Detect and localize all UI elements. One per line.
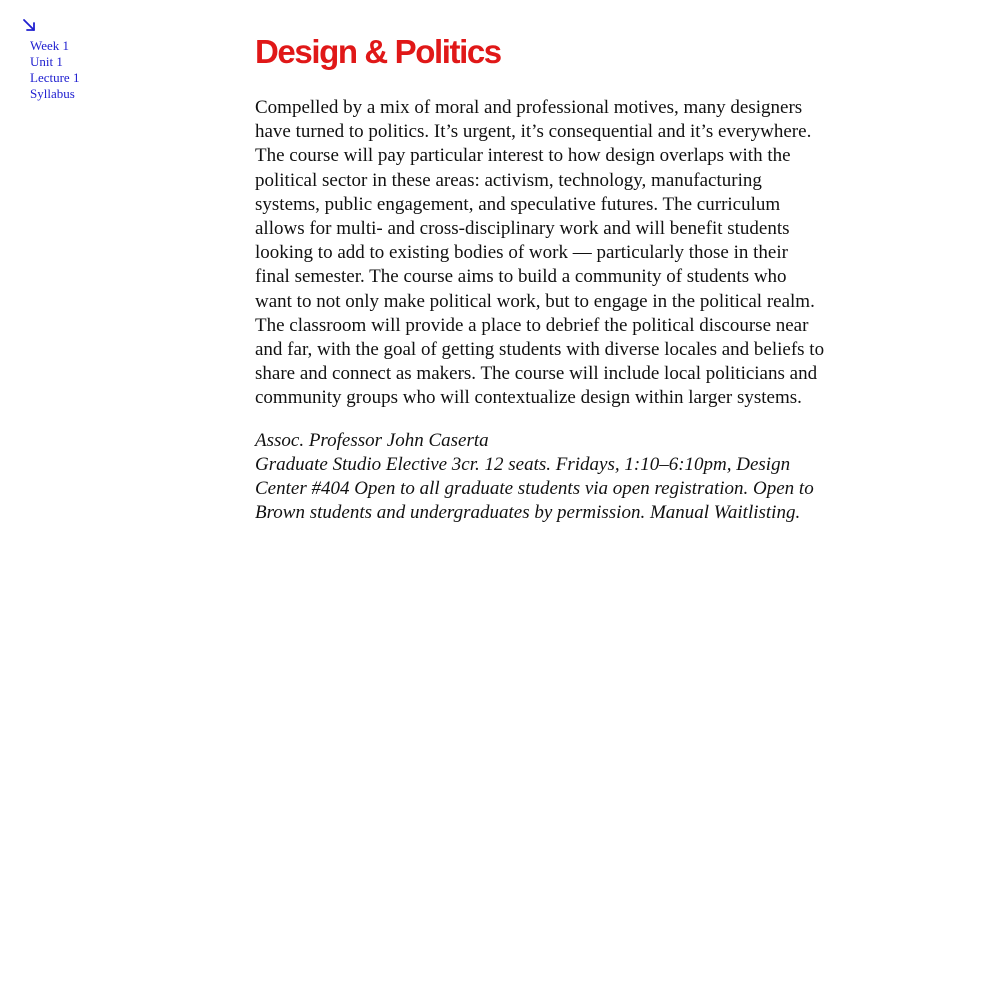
- course-description: Compelled by a mix of moral and professional motives, many designers have turned to politics. It’s urgent, it’s consequential and it’s everywhere. The course will pay particular interest to how design overlaps with the political sector in these areas: activism, technology, manufacturing systems, public engagement, and speculative futures. The curriculum allows for multi- and cross-disciplinary work and will benefit students looking to add to existing bodies of work — particularly those in their final semester. The course aims to build a community of students who want to not only make political work, but to engage in the political realm. The classroom will provide a place to debrief the political discourse near and far, with the goal of getting students with diverse locales and beliefs to share and connect as makers. The course will include local politicians and community groups who will contextualize design within larger systems.: [255, 97, 825, 409]
- nav-link-week-1[interactable]: Week 1: [30, 38, 70, 53]
- course-content: [255, 30, 825, 525]
- nav-link-syllabus[interactable]: Syllabus: [30, 86, 75, 101]
- nav-link-list: [22, 37, 172, 101]
- course-details: Graduate Studio Elective 3cr. 12 seats. Fridays, 1:10–6:10pm, Design Center #404 Open to all graduate students via open registration. Open to Brown students and undergraduates by permission. Manual Waitlisting.: [255, 453, 814, 524]
- arrow-down-right-icon: [22, 18, 38, 34]
- course-meta: [255, 429, 825, 526]
- nav-item: [30, 69, 172, 85]
- nav-link-lecture-1[interactable]: Lecture 1: [30, 70, 80, 85]
- sidebar-nav: [22, 18, 172, 101]
- page-title: Design & Politics: [255, 33, 501, 70]
- nav-item: [30, 37, 172, 53]
- instructor-name: Assoc. Professor John Caserta: [255, 429, 489, 451]
- nav-item: [30, 85, 172, 101]
- nav-item: [30, 53, 172, 69]
- nav-link-unit-1[interactable]: Unit 1: [30, 54, 63, 69]
